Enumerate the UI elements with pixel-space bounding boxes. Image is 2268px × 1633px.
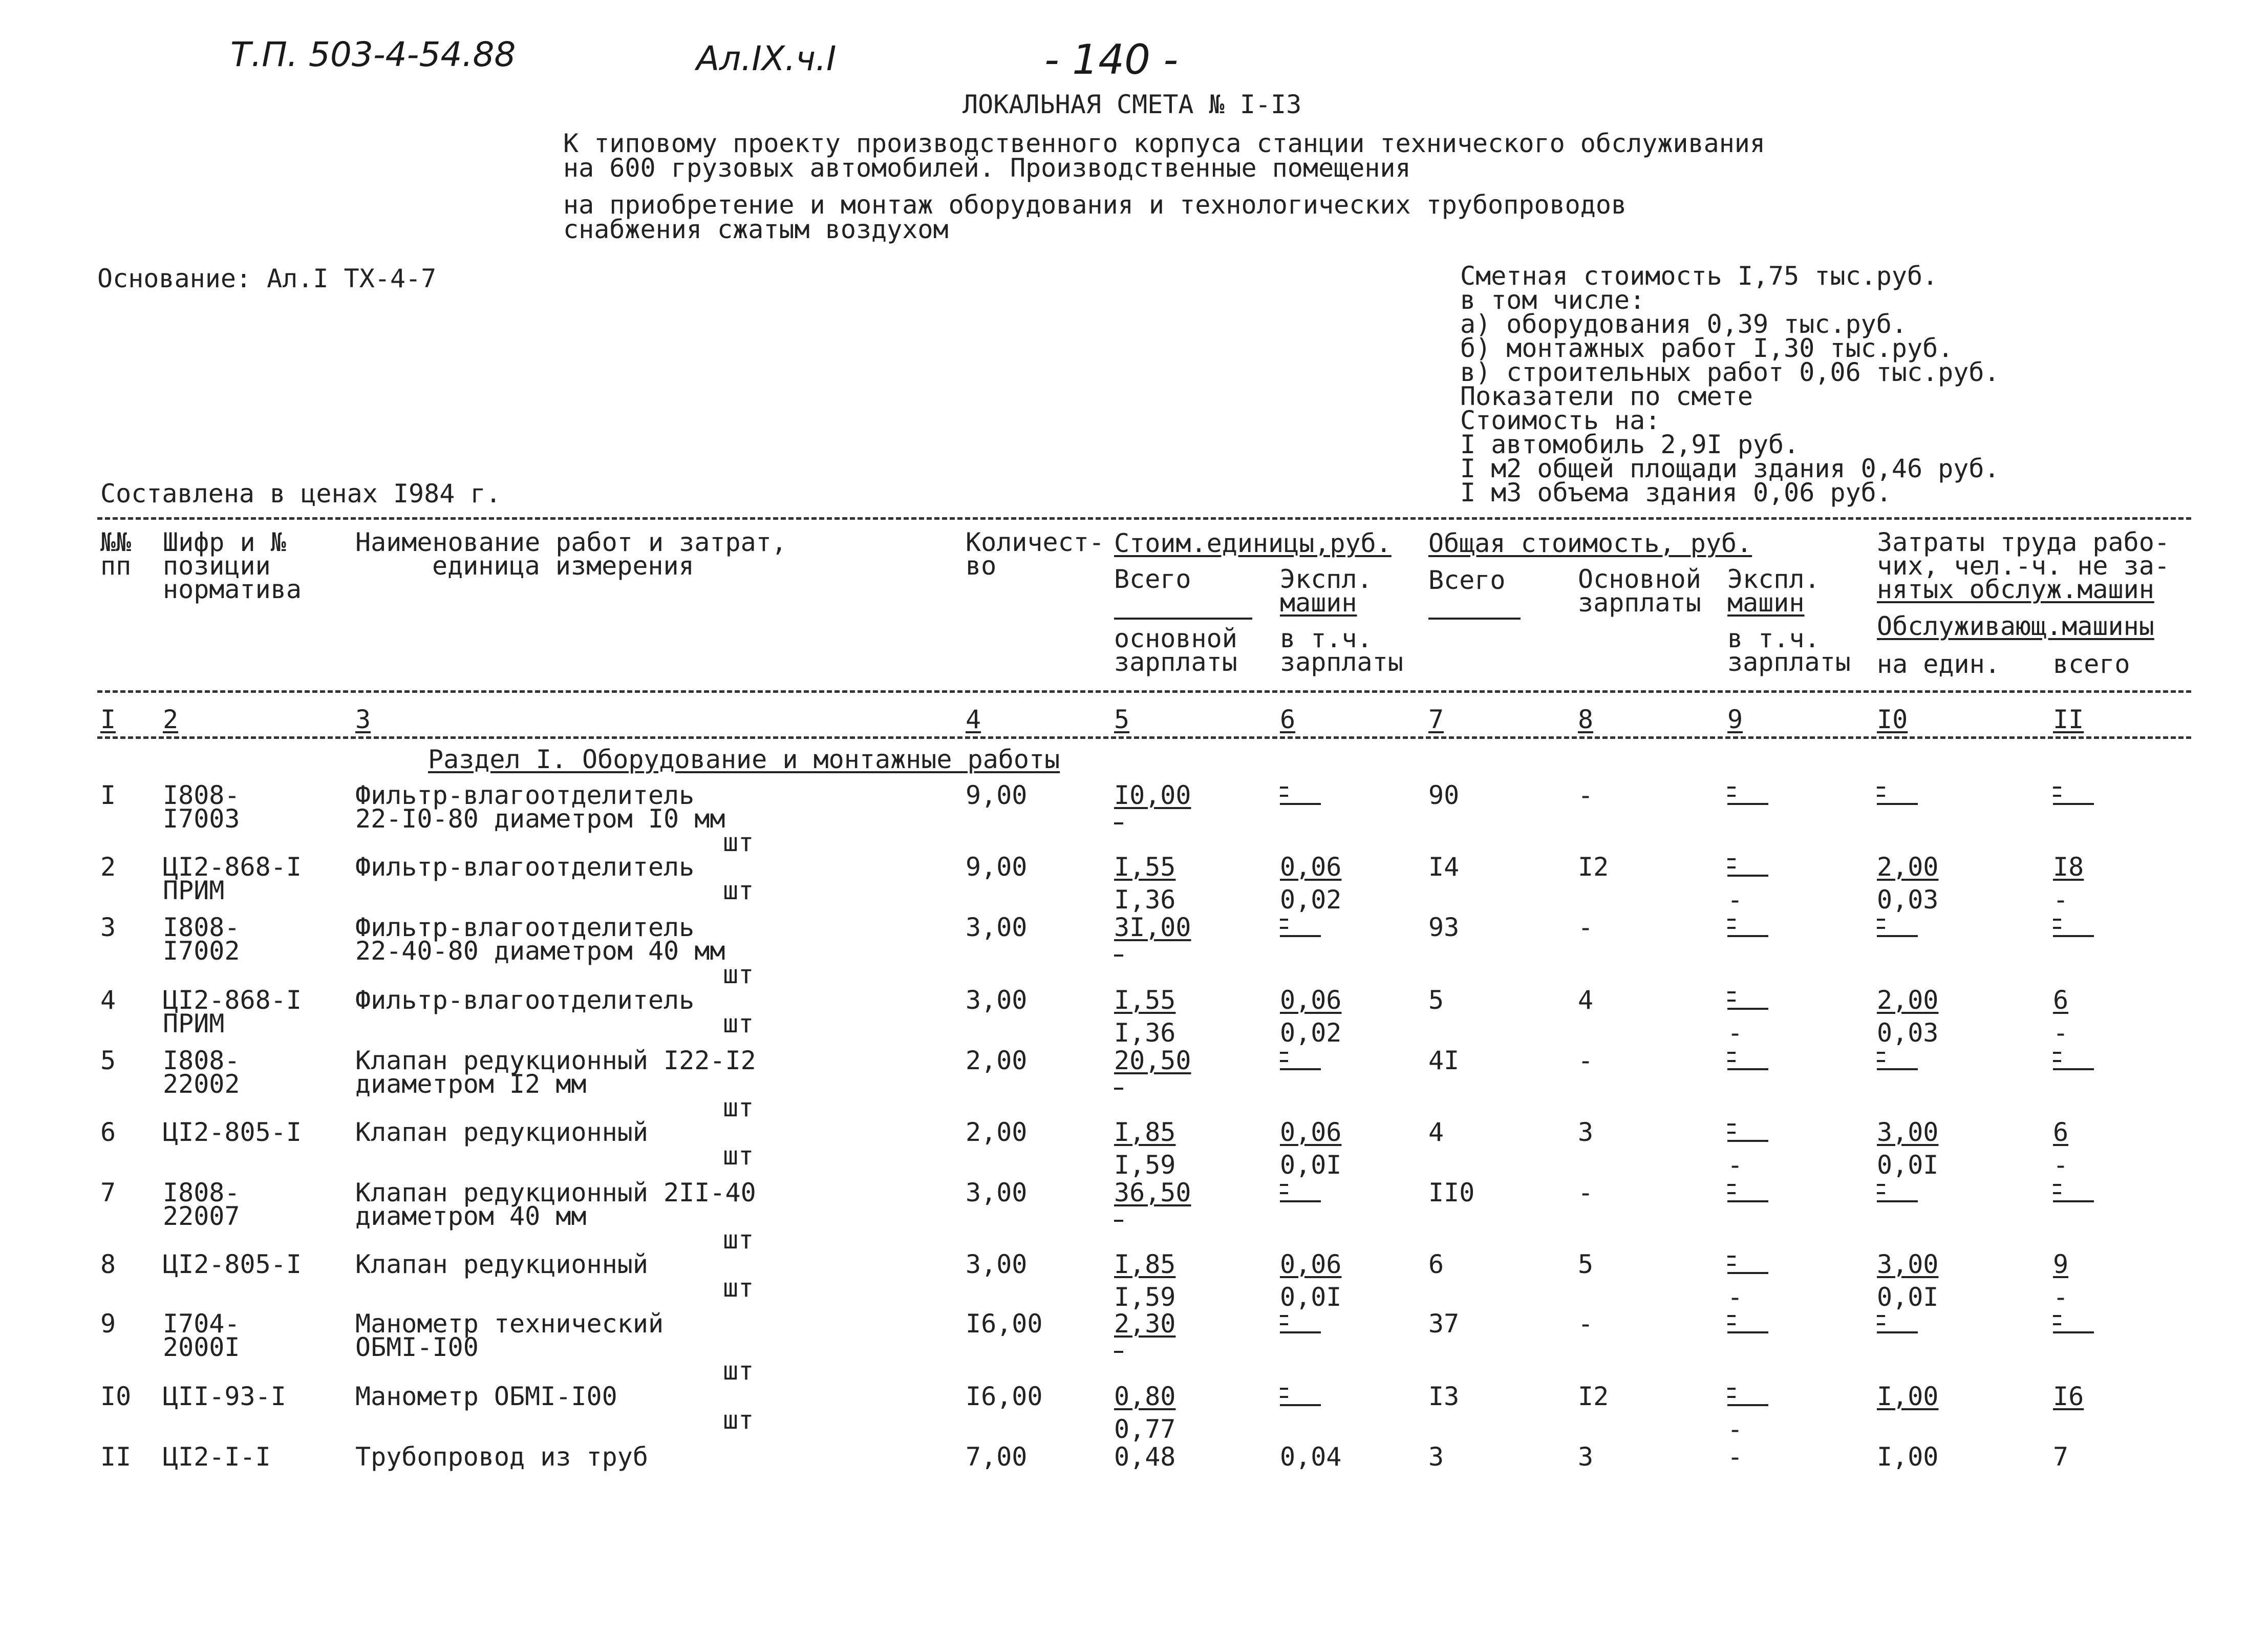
row-code: 2000I (163, 1332, 240, 1362)
cost-line: Сметная стоимость I,75 тыс.руб. (1460, 261, 1938, 291)
row-name: Фильтр-влагоотделитель (355, 780, 695, 810)
row-labor-unit-mark (1877, 1051, 1918, 1070)
basis-text: Основание: Ал.I ТХ-4-7 (97, 264, 437, 293)
col9-header-line: Экспл. (1727, 564, 1820, 594)
row-unit: шт (723, 960, 754, 989)
row-code: 22002 (163, 1069, 240, 1099)
row-wage-total: - (1578, 1046, 1594, 1075)
labor-header-line: нятых обслуж.машин (1877, 575, 2154, 604)
row-number: 3 (100, 913, 116, 942)
row-machine-total-mark (1727, 1387, 1768, 1406)
section-title: Раздел I. Оборудование и монтажные работы (428, 745, 1060, 774)
row-machine-wage-total: - (1727, 1150, 1743, 1180)
row-name: Клапан редукционный 2II-40 (355, 1178, 756, 1207)
row-labor-unit-mark (1877, 1314, 1918, 1333)
row-labor-total-mark (2053, 1051, 2094, 1070)
row-machine-wage-total: - (1727, 885, 1743, 915)
row-labor-total-mark (2053, 1183, 2094, 1202)
row-number: II (100, 1442, 132, 1472)
row-labor-unit: 2,00 (1877, 985, 1939, 1015)
col5-sub-header (1114, 624, 1237, 677)
row-wage-total: 3 (1578, 1442, 1594, 1472)
row-unit-cost: 2,30 (1114, 1309, 1176, 1339)
row-number: 2 (100, 852, 116, 882)
row-wage-total: 3 (1578, 1117, 1594, 1147)
row-unit-wage: I,59 (1114, 1150, 1176, 1180)
row-quantity: I6,00 (966, 1382, 1043, 1411)
col-qty-header (966, 527, 1104, 581)
cost-line: а) оборудования 0,39 тыс.руб. (1460, 309, 1907, 339)
row-unit: шт (723, 828, 754, 857)
row-machine-wage-total: - (1727, 1018, 1743, 1048)
row-wage-total: 5 (1578, 1249, 1594, 1279)
page-title: ЛОКАЛЬНАЯ СМЕТА № I-I3 (962, 90, 1302, 119)
row-labor-unit-mark (1877, 1183, 1918, 1202)
row-labor-unit-sub: 0,03 (1877, 1018, 1939, 1048)
col5-header-line: Всего (1114, 564, 1191, 594)
col-number: II (2053, 705, 2084, 734)
row-wage-total: - (1578, 1309, 1594, 1339)
col-code-header (163, 527, 302, 604)
row-labor-unit: I,00 (1877, 1382, 1939, 1411)
col9-sub-header-line: в т.ч. (1727, 624, 1820, 653)
cost-line: в том числе: (1460, 285, 1645, 315)
subtitle-line-2: на 600 грузовых автомобилей. Производственные помещения (563, 153, 1411, 183)
project-code: Т.П. 503-4-54.88 (230, 35, 516, 74)
row-name: ОБМI-I00 (355, 1332, 479, 1362)
row-total: 3 (1428, 1442, 1444, 1472)
prices-year: Составлена в ценах I984 г. (100, 479, 501, 508)
row-name: 22-I0-80 диаметром I0 мм (355, 804, 725, 834)
cost-line: в) строительных работ 0,06 тыс.руб. (1460, 357, 2000, 387)
row-name: Фильтр-влагоотделитель (355, 985, 695, 1015)
header-bottom-rule (97, 690, 2191, 693)
row-name: диаметром I2 мм (355, 1069, 587, 1099)
row-code: ЦI2-868-I (163, 852, 302, 882)
row-unit-wage: I,59 (1114, 1282, 1176, 1312)
col7-header: Всего (1428, 565, 1506, 595)
row-labor-total-mark (2053, 918, 2094, 937)
row-unit-wage-dash (1114, 1351, 1123, 1353)
col-number: 4 (966, 705, 981, 734)
col-qty-header-line: Количест- (966, 527, 1104, 557)
row-machine-total-mark (1727, 1122, 1768, 1142)
row-name: Трубопровод из труб (355, 1442, 648, 1472)
row-total: 93 (1428, 913, 1460, 942)
row-unit-cost: I,85 (1114, 1117, 1176, 1147)
row-labor-unit-mark (1877, 786, 1918, 805)
subtitle-line-3: на приобретение и монтаж оборудования и технологических трубопроводов (563, 190, 1627, 220)
row-labor-unit-mark (1877, 918, 1918, 937)
numbering-rule (97, 736, 2191, 739)
row-machine-cost-mark (1280, 1314, 1321, 1333)
row-machine-cost-mark (1280, 918, 1321, 937)
row-unit: шт (723, 1093, 754, 1122)
col-number: 2 (163, 705, 179, 734)
col8-header-line: зарплаты (1578, 588, 1701, 618)
cost-line: Стоимость на: (1460, 406, 1661, 435)
col-name-header-line: Наименование работ и затрат, (355, 527, 787, 557)
col6-header-line: Экспл. (1280, 564, 1373, 594)
row-machine-total-mark (1727, 1183, 1768, 1202)
row-number: 9 (100, 1309, 116, 1339)
row-unit: шт (723, 1009, 754, 1038)
row-name: Клапан редукционный I22-I2 (355, 1046, 756, 1075)
row-name: Фильтр-влагоотделитель (355, 913, 695, 942)
row-quantity: 3,00 (966, 1178, 1028, 1207)
row-code: ЦI2-868-I (163, 985, 302, 1015)
row-labor-total-mark (2053, 1314, 2094, 1333)
cost-line: Показатели по смете (1460, 381, 1753, 411)
row-machine-wage-total: - (1727, 1282, 1743, 1312)
row-quantity: 3,00 (966, 913, 1028, 942)
col-number: 6 (1280, 705, 1296, 734)
row-wage-total: - (1578, 1178, 1594, 1207)
row-unit-cost: I,55 (1114, 852, 1176, 882)
row-number: I (100, 780, 116, 810)
cost-line: I м2 общей площади здания 0,46 руб. (1460, 454, 2000, 483)
row-machine-cost-mark (1280, 1387, 1321, 1406)
row-machine-cost-mark (1280, 786, 1321, 805)
row-machine-total-mark (1727, 857, 1768, 877)
row-total: 90 (1428, 780, 1460, 810)
row-unit-wage: 0,77 (1114, 1414, 1176, 1444)
row-code: ЦI2-805-I (163, 1117, 302, 1147)
col10-header: на един. (1877, 649, 2000, 679)
row-unit: шт (723, 1141, 754, 1171)
row-unit-cost: 3I,00 (1114, 913, 1191, 942)
row-machine-total-mark (1727, 1255, 1768, 1274)
row-name: Клапан редукционный (355, 1117, 648, 1147)
album-number: Ал.IX.ч.I (696, 39, 837, 78)
col7-header-rule (1428, 618, 1521, 620)
row-labor-total-sub: - (2053, 1018, 2069, 1048)
col6-sub-header (1280, 624, 1403, 677)
row-number: 5 (100, 1046, 116, 1075)
col-num-header (100, 527, 132, 581)
col8-header (1578, 564, 1701, 618)
row-quantity: 2,00 (966, 1117, 1028, 1147)
row-labor-unit: 3,00 (1877, 1117, 1939, 1147)
row-unit: шт (723, 1273, 754, 1303)
labor-group-header (1877, 527, 2170, 604)
col11-header: всего (2053, 649, 2130, 679)
row-total: I4 (1428, 852, 1460, 882)
col-number: 9 (1727, 705, 1743, 734)
row-number: I0 (100, 1382, 132, 1411)
col-num-header-line: пп (100, 551, 132, 581)
row-unit: шт (723, 876, 754, 905)
col-qty-header-line: во (966, 551, 997, 581)
row-labor-total-sub: - (2053, 1282, 2069, 1312)
row-machine-wage: 0,0I (1280, 1282, 1342, 1312)
total-cost-group-header: Общая стоимость, руб. (1428, 528, 1752, 558)
row-name: Манометр ОБМI-I00 (355, 1382, 617, 1411)
row-unit: шт (723, 1356, 754, 1386)
row-total: 37 (1428, 1309, 1460, 1339)
row-unit-cost: 0,80 (1114, 1382, 1176, 1411)
col6-header-line: машин (1280, 588, 1357, 618)
row-name: диаметром 40 мм (355, 1201, 587, 1231)
row-wage-total: I2 (1578, 852, 1609, 882)
row-machine-total: - (1727, 1442, 1743, 1472)
row-code: I7002 (163, 936, 240, 966)
row-machine-cost: 0,06 (1280, 852, 1342, 882)
col6-header (1280, 564, 1373, 618)
row-unit-wage-dash (1114, 1220, 1123, 1222)
row-labor-unit-sub: 0,03 (1877, 885, 1939, 915)
row-code: I7003 (163, 804, 240, 834)
row-unit-wage-dash (1114, 1088, 1123, 1090)
cost-line: I автомобиль 2,9I руб. (1460, 430, 1800, 459)
row-code: I808- (163, 780, 240, 810)
row-wage-total: - (1578, 780, 1594, 810)
row-machine-wage: 0,0I (1280, 1150, 1342, 1180)
row-machine-cost-mark (1280, 1183, 1321, 1202)
row-unit-cost: I0,00 (1114, 780, 1191, 810)
row-machine-wage: 0,02 (1280, 885, 1342, 915)
col5-header-rule (1114, 618, 1252, 620)
row-machine-cost-mark (1280, 1051, 1321, 1070)
col-name-header-line: единица измерения (432, 551, 694, 581)
row-total: 4 (1428, 1117, 1444, 1147)
col-num-header-line: №№ (100, 527, 132, 557)
row-unit-cost: I,55 (1114, 985, 1176, 1015)
row-code: I808- (163, 913, 240, 942)
row-wage-total: 4 (1578, 985, 1594, 1015)
row-number: 4 (100, 985, 116, 1015)
row-labor-unit-sub: 0,0I (1877, 1282, 1939, 1312)
row-quantity: 2,00 (966, 1046, 1028, 1075)
row-wage-total: - (1578, 913, 1594, 942)
page-number: - 140 - (1044, 36, 1179, 83)
row-labor-total: I6 (2053, 1382, 2084, 1411)
col9-sub-header (1727, 624, 1851, 677)
row-unit-cost: 0,48 (1114, 1442, 1176, 1472)
row-quantity: 3,00 (966, 985, 1028, 1015)
row-labor-total: 9 (2053, 1249, 2069, 1279)
row-name: Клапан редукционный (355, 1249, 648, 1279)
row-machine-wage: 0,02 (1280, 1018, 1342, 1048)
row-machine-wage-total: - (1727, 1414, 1743, 1444)
row-labor-unit: I,00 (1877, 1442, 1939, 1472)
col6-sub-header-line: в т.ч. (1280, 624, 1373, 653)
row-machine-total-mark (1727, 990, 1768, 1010)
row-name: 22-40-80 диаметром 40 мм (355, 936, 725, 966)
row-code: ПРИМ (163, 876, 225, 905)
row-total: 5 (1428, 985, 1444, 1015)
row-unit: шт (723, 1225, 754, 1255)
row-unit-wage-dash (1114, 822, 1123, 824)
row-code: I808- (163, 1178, 240, 1207)
row-machine-cost: 0,06 (1280, 1249, 1342, 1279)
col-code-header-line: позиции (163, 551, 271, 581)
row-code: ПРИМ (163, 1009, 225, 1038)
col9-header-line: машин (1727, 588, 1805, 618)
subtitle-line-4: снабжения сжатым воздухом (563, 215, 949, 244)
row-number: 7 (100, 1178, 116, 1207)
col-number: I (100, 705, 116, 734)
row-code: 22007 (163, 1201, 240, 1231)
row-unit-wage: I,36 (1114, 1018, 1176, 1048)
row-wage-total: I2 (1578, 1382, 1609, 1411)
row-quantity: 9,00 (966, 852, 1028, 882)
row-code: ЦI2-I-I (163, 1442, 271, 1472)
col9-sub-header-line: зарплаты (1727, 647, 1851, 677)
row-machine-total-mark (1727, 918, 1768, 937)
labor-header-line: чих, чел.-ч. не за- (1877, 551, 2170, 581)
col5-sub-header-line: основной (1114, 624, 1237, 653)
row-machine-total-mark (1727, 1314, 1768, 1333)
table-top-rule (97, 517, 2191, 520)
cost-line: I м3 объема здания 0,06 руб. (1460, 478, 1892, 507)
row-labor-unit-sub: 0,0I (1877, 1150, 1939, 1180)
row-unit-wage-dash (1114, 955, 1123, 957)
col-number: I0 (1877, 705, 1908, 734)
row-labor-total: 6 (2053, 1117, 2069, 1147)
row-total: 4I (1428, 1046, 1460, 1075)
row-labor-total-mark (2053, 786, 2094, 805)
row-name: Фильтр-влагоотделитель (355, 852, 695, 882)
col5-sub-header-line: зарплаты (1114, 647, 1237, 677)
row-code: ЦI2-805-I (163, 1249, 302, 1279)
row-machine-cost: 0,04 (1280, 1442, 1342, 1472)
row-number: 6 (100, 1117, 116, 1147)
row-unit-cost: I,85 (1114, 1249, 1176, 1279)
row-labor-total-sub: - (2053, 1150, 2069, 1180)
row-code: I808- (163, 1046, 240, 1075)
col-number: 8 (1578, 705, 1594, 734)
col-code-header-line: Шифр и № (163, 527, 286, 557)
row-labor-total: I8 (2053, 852, 2084, 882)
row-labor-total: 7 (2053, 1442, 2069, 1472)
row-unit: шт (723, 1405, 754, 1435)
row-name: Манометр технический (355, 1309, 664, 1339)
row-quantity: 9,00 (966, 780, 1028, 810)
col-number: 5 (1114, 705, 1130, 734)
row-code: ЦII-93-I (163, 1382, 286, 1411)
row-total: I3 (1428, 1382, 1460, 1411)
labor-machines-header: Обслуживающ.машины (1877, 611, 2154, 641)
col8-header-line: Основной (1578, 564, 1701, 594)
row-labor-total: 6 (2053, 985, 2069, 1015)
row-quantity: 7,00 (966, 1442, 1028, 1472)
row-unit-cost: 20,50 (1114, 1046, 1191, 1075)
col-code-header-line: норматива (163, 575, 302, 604)
col-number: 7 (1428, 705, 1444, 734)
row-machine-total-mark (1727, 1051, 1768, 1070)
col-number: 3 (355, 705, 371, 734)
cost-summary (1460, 261, 2000, 507)
row-unit-cost: 36,50 (1114, 1178, 1191, 1207)
subtitle-line-1: К типовому проекту производственного корпуса станции технического обслуживания (563, 129, 1765, 158)
row-machine-cost: 0,06 (1280, 985, 1342, 1015)
row-total: 6 (1428, 1249, 1444, 1279)
row-code: I704- (163, 1309, 240, 1339)
row-labor-unit: 2,00 (1877, 852, 1939, 882)
row-machine-total-mark (1727, 786, 1768, 805)
row-labor-total-sub: - (2053, 885, 2069, 915)
unit-cost-group-header: Стоим.единицы,руб. (1114, 528, 1392, 558)
cost-line: б) монтажных работ I,30 тыс.руб. (1460, 333, 1954, 363)
row-machine-cost: 0,06 (1280, 1117, 1342, 1147)
row-number: 8 (100, 1249, 116, 1279)
col9-header (1727, 564, 1820, 618)
row-quantity: 3,00 (966, 1249, 1028, 1279)
col6-sub-header-line: зарплаты (1280, 647, 1403, 677)
row-total: II0 (1428, 1178, 1475, 1207)
row-unit-wage: I,36 (1114, 885, 1176, 915)
labor-header-line: Затраты труда рабо- (1877, 527, 2170, 557)
col-name-header (355, 527, 787, 581)
row-quantity: I6,00 (966, 1309, 1043, 1339)
col5-header (1114, 564, 1191, 594)
row-labor-unit: 3,00 (1877, 1249, 1939, 1279)
